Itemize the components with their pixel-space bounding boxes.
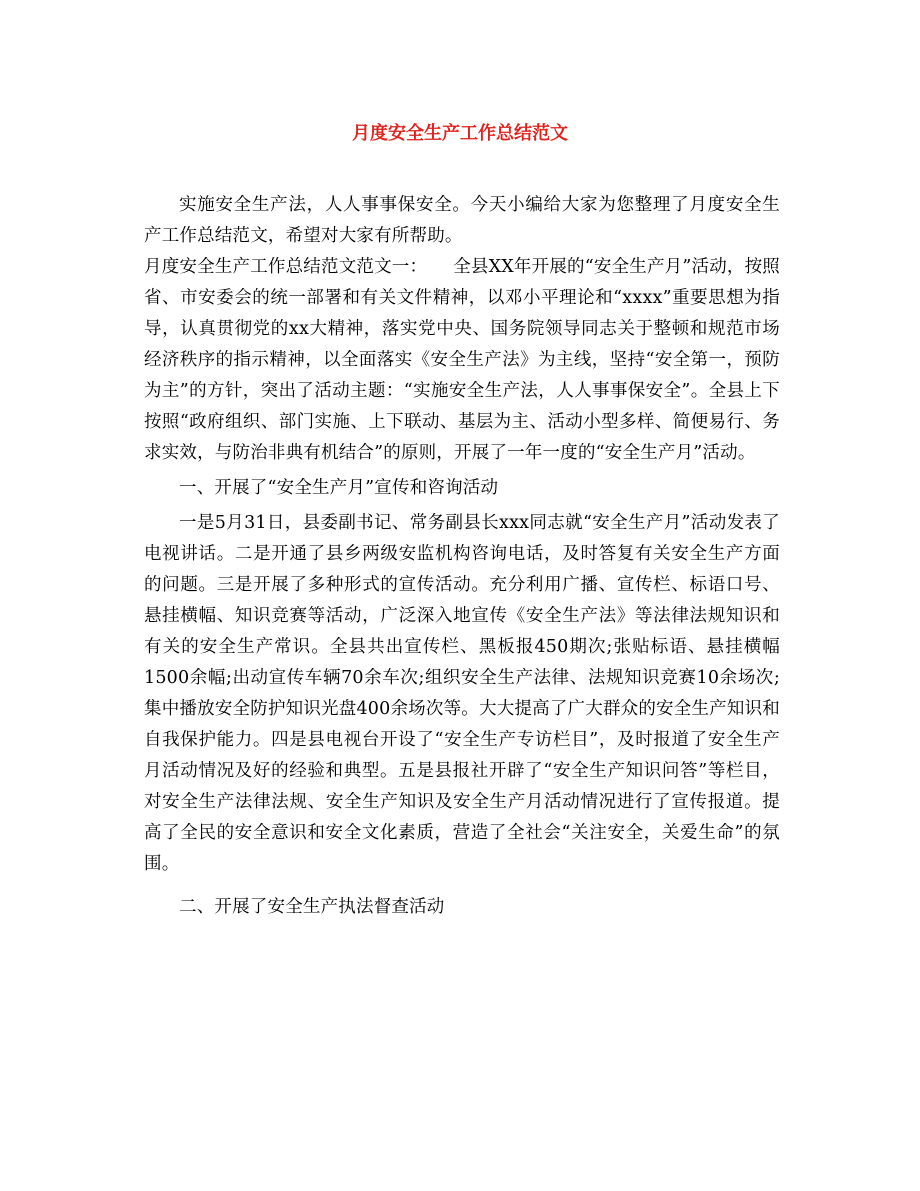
section1-paragraph: 一是5月31日，县委副书记、常务副县长xxx同志就“安全生产月”活动发表了电视讲话。二是开通了县乡两级安监机构咨询电话，及时答复有关安全生产方面的问题。三是开展了多种形式的宣传活动。充分利用广播、宣传栏、标语口号、悬挂横幅、知识竞赛等活动，广泛深入地宣传《安全生产法》等法律法规知识和有关的安全生产常识。全县共出宣传栏、黑板报450期次;张贴标语、悬挂横幅1500余幅;出动宣传车辆70余车次;组织安全生产法律、法规知识竞赛10余场次;集中播放安全防护知识光盘400余场次等。大大提高了广大群众的安全生产知识和自我保护能力。四是县电视台开设了“安全生产专访栏目”，及时报道了安全生产月活动情况及好的经验和典型。五是县报社开辟了“安全生产知识问答”等栏目，对安全生产法律法规、安全生产知识及安全生产月活动情况进行了宣传报道。提高了全民的安全意识和安全文化素质，营造了全社会“关注安全，关爱生命”的氛围。	[144, 513, 780, 874]
sample-heading: 月度安全生产工作总结范文范文一：	[144, 257, 428, 277]
document-title: 月度安全生产工作总结范文	[352, 123, 568, 144]
section1-heading: 一、开展了“安全生产月”宣传和咨询活动	[179, 478, 499, 498]
sample-body: 全县XX年开展的“安全生产月”活动，按照省、市安委会的统一部署和有关文件精神，以邓小平理论和“xxxx”重要思想为指导，认真贯彻党的xx大精神，落实党中央、国务院领导同志关于整顿和规范市场经济秩序的指示精神，以全面落实《安全生产法》为主线，坚持“安全第一，预防为主”的方针，突出了活动主题：“实施安全生产法，人人事事保安全”。全县上下按照“政府组织、部门实施、上下联动、基层为主、活动小型多样、简便易行、务求实效，与防治非典有机结合”的原则，开展了一年一度的“安全生产月”活动。	[144, 257, 781, 463]
document-body	[144, 190, 780, 923]
intro-paragraph: 实施安全生产法，人人事事保安全。今天小编给大家为您整理了月度安全生产工作总结范文，希望对大家有所帮助。	[144, 195, 780, 246]
sample-paragraph	[144, 252, 780, 469]
section2-heading: 二、开展了安全生产执法督查活动	[179, 897, 445, 917]
